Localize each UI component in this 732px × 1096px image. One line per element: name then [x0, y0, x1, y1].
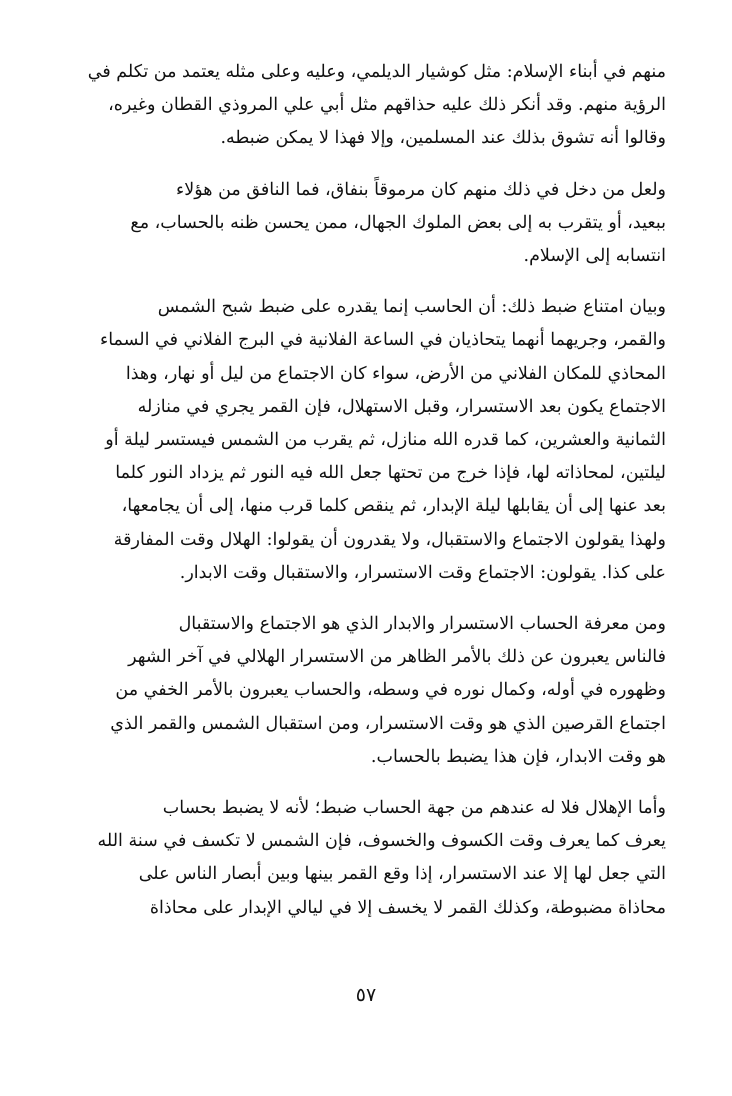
- text-line: منهم في أبناء الإسلام: مثل كوشيار الديلمي، وعليه وعلى مثله يعتمد من تكلم في: [87, 62, 666, 82]
- text-line: ولعل من دخل في ذلك منهم كان مرموقاً بنفاق، فما النافق من هؤلاء: [176, 179, 666, 200]
- document-page: [66, 56, 666, 943]
- text-line: هو وقت الابدار، فإن هذا يضبط بالحساب.: [370, 746, 666, 767]
- text-line: ليلتين، لمحاذاته لها، فإذا خرج من تحتها جعل الله فيه النور ثم يزداد النور كلما: [115, 463, 666, 484]
- text-line: التي جعل لها إلا عند الاستسرار، إذا وقع القمر بينها وبين أبصار الناس على: [138, 864, 666, 885]
- text-line: ومن معرفة الحساب الاستسرار والابدار الذي هو الاجتماع والاستقبال: [178, 614, 666, 635]
- text-line: يعرف كما يعرف وقت الكسوف والخسوف، فإن الشمس لا تكسف في سنة الله: [97, 831, 666, 852]
- text-line: على كذا. يقولون: الاجتماع وقت الاستسرار، والاستقبال وقت الابدار.: [179, 562, 666, 583]
- text-line: المحاذي للمكان الفلاني من الأرض، سواء كان الاجتماع من ليل أو نهار، وهذا: [125, 363, 666, 384]
- text-line: ولهذا يقولون الاجتماع والاستقبال، ولا يقدرون أن يقولوا: الهلال وقت المفارقة: [113, 529, 666, 550]
- text-line: بعد عنها إلى أن يقابلها ليلة الإبدار، ثم ينقص كلما قرب منها، إلى أن يجامعها،: [121, 496, 666, 517]
- paragraph-4: [66, 608, 666, 774]
- text-line: محاذاة مضبوطة، وكذلك القمر لا يخسف إلا في ليالي الإبدار على محاذاة: [149, 897, 666, 918]
- text-line: الاجتماع يكون بعد الاستسرار، وقبل الاستهلال، فإن القمر يجري في منازله: [137, 396, 666, 417]
- paragraph-3: [66, 291, 666, 590]
- paragraph-1: [66, 56, 666, 156]
- text-line: اجتماع القرصين الذي هو وقت الاستسرار، ومن استقبال الشمس والقمر الذي: [110, 713, 666, 734]
- text-line: وظهوره في أوله، وكمال نوره في وسطه، والحساب يعبرون بالأمر الخفي من: [115, 680, 666, 701]
- text-line: وقالوا أنه تشوق بذلك عند المسلمين، وإلا فهذا لا يمكن ضبطه.: [220, 128, 666, 149]
- page-number: ٥٧: [355, 984, 377, 1006]
- text-line: الرؤية منهم. وقد أنكر ذلك عليه حذاقهم مثل أبي علي المروذي القطان وغيره،: [108, 95, 666, 116]
- text-line: وأما الإهلال فلا له عندهم من جهة الحساب ضبط؛ لأنه لا يضبط بحساب: [162, 798, 666, 819]
- text-line: الثمانية والعشرين، كما قدره الله منازل، ثم يقرب من الشمس فيستسر ليلة أو: [105, 430, 666, 451]
- paragraph-5: [66, 792, 666, 925]
- text-line: والقمر، وجريهما أنهما يتحاذيان في الساعة الفلانية في البرج الفلاني في السماء: [100, 330, 666, 351]
- text-line: انتسابه إلى الإسلام.: [523, 246, 666, 267]
- text-line: فالناس يعبرون عن ذلك بالأمر الظاهر من الاستسرار الهلالي في آخر الشهر: [128, 647, 666, 668]
- paragraph-2: [66, 174, 666, 274]
- text-line: ببعيد، أو يتقرب به إلى بعض الملوك الجهال، ممن يحسن ظنه بالحساب، مع: [130, 212, 666, 233]
- text-line: وبيان امتناع ضبط ذلك: أن الحاسب إنما يقدره على ضبط شبح الشمس: [157, 297, 666, 318]
